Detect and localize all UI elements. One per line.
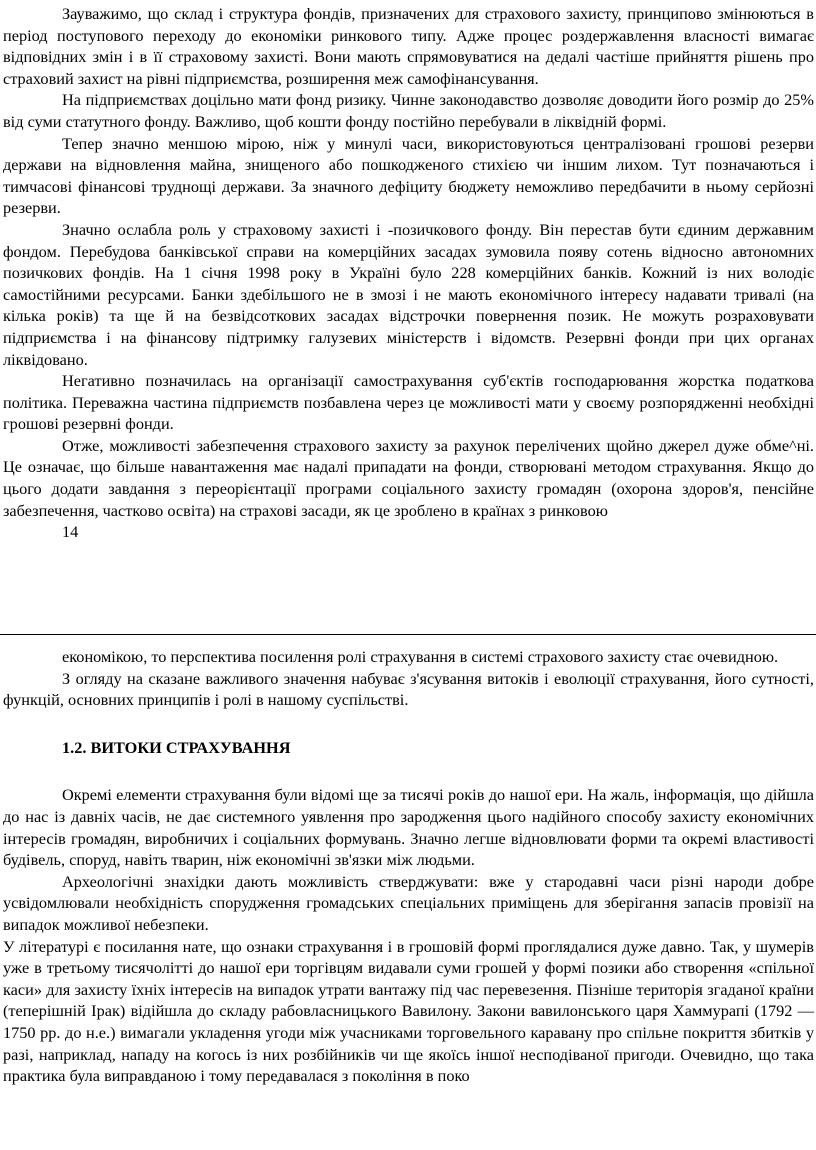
paragraph: Негативно позначилась на організації самострахування суб'єктів господарювання жорстка податкова політика. Переважна частина підприємств позбавлена через це можливості мати у своєму розпорядженні необхідні грошові резервні фонди. <box>3 371 814 434</box>
section-heading: 1.2. ВИТОКИ СТРАХУВАННЯ <box>62 737 291 757</box>
paragraph: Отже, можливості забезпечення страхового захисту за рахунок перелічених щойно джерел дуже обме^ні. Це означає, що більше навантаження має надалі припадати на фонди, створювані методом страхування. Якщо до цього додати завдання з переорієнтації програми соціального захисту громадян (охорона здоров'я, пенсійне забезпечення, частково освіта) на страхові засади, як це зроблено в країнах з ринковою <box>3 435 814 520</box>
paragraph: Археологічні знахідки дають можливість стверджувати: вже у стародавні часи різні народи добре усвідомлювали необхідність спорудження громадських спеціальних приміщень для зберігання запасів провізії на випадок можливої небезпеки. <box>3 871 814 934</box>
paragraph: Значно ослабла роль у страховому захисті і -позичкового фонду. Він перестав бути єдиним державним фондом. Перебудова банківської справи на комерційних засадах зумовила появу сотень відносно автономних позичкових фондів. На 1 січня 1998 року в Україні було 228 комерційних банків. Кожний із них володіє самостійними ресурсами. Банки здебільшого не в змозі і не мають економічного інтересу надавати тривалі (на кілька років) та ще й на безвідсоткових засадах відстрочки повернення позик. Не можуть розраховувати підприємства і на фінансову підтримку галузевих міністерств і відомств. Резервні фонди при цих органах ліквідовано. <box>3 219 814 369</box>
paragraph: У літературі є посилання нате, що ознаки страхування і в грошовій формі проглядалися дуже давно. Так, у шумерів уже в третьому тисячолітті до нашої ери торгівцям видавали суми грошей у формі позики або створення «спільної каси» для захисту їхніх інтересів на випадок утрати вантажу під час перевезення. Пізніше територія згаданої країни (теперішній Ірак) відійшла до складу рабовласницького Вавилону. Закони вавилонського царя Хаммурапі (1792 — 1750 рр. до н.е.) вимагали укладення угоди між учасниками торговельного каравану про спільне покриття збитків у разі, наприклад, нападу на когось із них розбійників чи ще якоїсь іншої несподіваної пригоди. Очевидно, що така практика була виправданою і тому передавалася з покоління в поко <box>3 936 814 1086</box>
paragraph: З огляду на сказане важливого значення набуває з'ясування витоків і еволюції страхування, його сутності, функцій, основних принципів і ролі в нашому суспільстві. <box>3 668 814 710</box>
page-number: 14 <box>62 522 79 542</box>
page-top-section <box>3 3 814 543</box>
paragraph: Окремі елементи страхування були відомі ще за тисячі років до нашої ери. На жаль, інформація, що дійшла до нас із давніх часів, не дає системного уявлення про зародження цього надійного способу захисту економічних інтересів громадян, виробничих і соціальних формувань. Значно легше відновлювати форми та окремі властивості будівель, споруд, навіть тварин, ніж економічні зв'язки між людьми. <box>3 785 814 870</box>
page-bottom-section <box>3 646 814 1087</box>
paragraph: На підприємствах доцільно мати фонд ризику. Чинне законодавство дозволяє доводити його розмір до 25% від суми статутного фонду. Важливо, щоб кошти фонду постійно перебували в ліквідній формі. <box>3 90 814 131</box>
paragraph: економікою, то перспектива посилення ролі страхування в системі страхового захисту стає очевидною. <box>62 647 779 666</box>
paragraph: Зауважимо, що склад і структура фондів, призначених для страхового захисту, принципово змінюються в період поступового переходу до економіки ринкового типу. Адже процес роздержавлення власності вимагає відповідних змін і в її страховому захисті. Вони мають спрямовуватися на дедалі частіше прийняття рішень про страховий захист на рівні підприємства, розширення меж самофінансування. <box>3 4 814 88</box>
paragraph: Тепер значно меншою мірою, ніж у минулі часи, використовуються централізовані грошові резерви держави на відновлення майна, знищеного або пошкодженого стихією чи іншим лихом. Тут позначаються і тимчасові фінансові труднощі держави. За значного дефіциту бюджету неможливо передбачити в ньому серйозні резерви. <box>3 133 814 218</box>
page-break-divider <box>0 634 816 635</box>
